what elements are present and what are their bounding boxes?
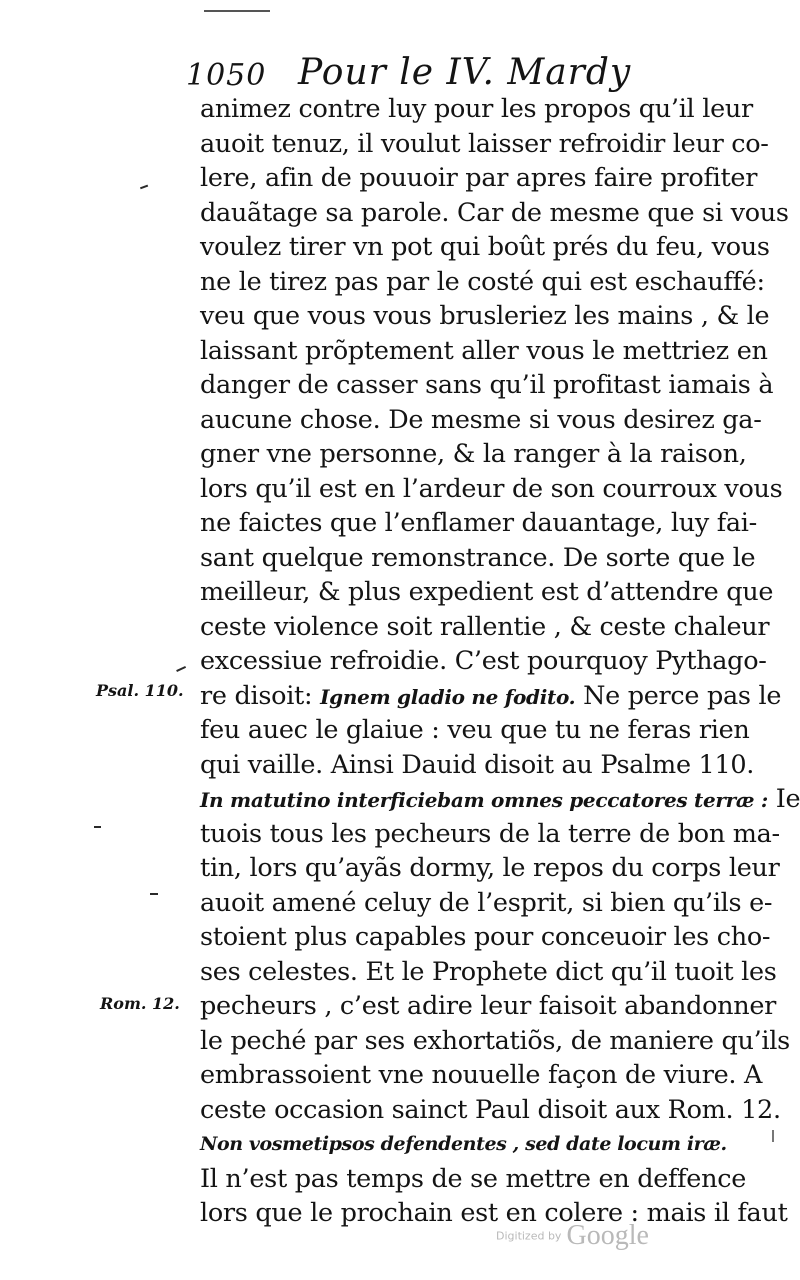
text-line: tuois tous les pecheurs de la terre de bon ma- (200, 818, 780, 849)
latin-quote: In matutino interficiebam omnes peccatores terræ : (200, 788, 768, 812)
text-line: le peché par ses exhortatiõs, de maniere qu’ils (200, 1025, 790, 1056)
text-line-with-latin (200, 679, 782, 714)
text-line: gner vne personne, & la ranger à la raison, (200, 439, 747, 469)
running-title: Pour le IV. Mardy (298, 52, 632, 93)
text-line: aucune chose. De mesme si vous desirez ga- (200, 404, 762, 435)
text-line: embrassoient vne nouuelle façon de viure. A (200, 1060, 763, 1090)
text-line: excessiue refroidie. C’est pourquoy Pythago- (200, 646, 767, 676)
text-line: veu que vous vous brusleriez les mains , & le (200, 301, 770, 331)
latin-quote: Ignem gladio ne fodito. (320, 684, 576, 709)
text-line: ceste violence soit rallentie , & ceste chaleur (200, 611, 770, 642)
text-line-with-latin (200, 782, 800, 817)
page-number: 1050 (186, 58, 267, 93)
ink-speck (140, 185, 148, 189)
text-line: lors qu’il est en l’ardeur de son courroux vous (200, 473, 783, 504)
digitized-watermark (496, 1220, 649, 1252)
text-line: auoit tenuz, il voulut laisser refroidir leur co- (200, 128, 769, 159)
text-line: dauãtage sa parole. Car de mesme que si vous (200, 197, 789, 228)
text-line: laissant prõptement aller vous le mettriez en (200, 335, 768, 366)
text-line: feu auec le glaiue : veu que tu ne feras rien (200, 715, 750, 745)
edge-mark (772, 1130, 774, 1142)
text-line: ceste occasion sainct Paul disoit aux Rom. 12. (200, 1094, 781, 1125)
text-line: lors que le prochain est en colere : mais il faut (200, 1198, 788, 1228)
text-line: ne faictes que l’enflamer dauantage, luy fai- (200, 508, 757, 538)
text-line: danger de casser sans qu’il profitast iamais à (200, 370, 774, 400)
text-line: pecheurs , c’est adire leur faisoit abandonner (200, 991, 777, 1021)
page-top-mark (204, 10, 270, 12)
text-line: sant quelque remonstrance. De sorte que le (200, 542, 756, 573)
line-segment: Ie (767, 784, 800, 814)
text-line: tin, lors qu’ayãs dormy, le repos du corps leur (200, 853, 780, 883)
text-line: voulez tirer vn pot qui boût prés du feu, vous (200, 232, 770, 262)
text-line: stoient plus capables pour conceuoir les cho- (200, 922, 771, 952)
watermark-prefix: Digitized by (496, 1229, 562, 1243)
text-line: Il n’est pas temps de se mettre en deffence (200, 1163, 746, 1194)
ink-speck (176, 666, 186, 672)
ink-speck (150, 893, 158, 895)
text-line: qui vaille. Ainsi Dauid disoit au Psalme 110. (200, 749, 755, 780)
text-line: ne le tirez pas par le costé qui est eschauffé: (200, 266, 765, 297)
text-line: meilleur, & plus expedient est d’attendre que (200, 577, 774, 607)
text-line: auoit amené celuy de l’esprit, si bien qu’ils e- (200, 887, 773, 918)
body-text (200, 92, 800, 1231)
ink-speck (94, 826, 101, 828)
line-segment: re disoit: (200, 680, 321, 711)
latin-quote-line: Non vosmetipsos defendentes , sed date locum iræ. (200, 1133, 727, 1155)
margin-note-romans: Rom. 12. (100, 994, 180, 1013)
text-line: lere, afin de pouuoir par apres faire profiter (200, 163, 758, 193)
line-segment: Ne perce pas le (575, 680, 782, 711)
margin-note-psalm: Psal. 110. (96, 681, 184, 700)
google-logo: Google (566, 1220, 649, 1251)
text-line: ses celestes. Et le Prophete dict qu’il tuoit les (200, 956, 777, 987)
text-line: animez contre luy pour les propos qu’il leur (200, 94, 753, 124)
